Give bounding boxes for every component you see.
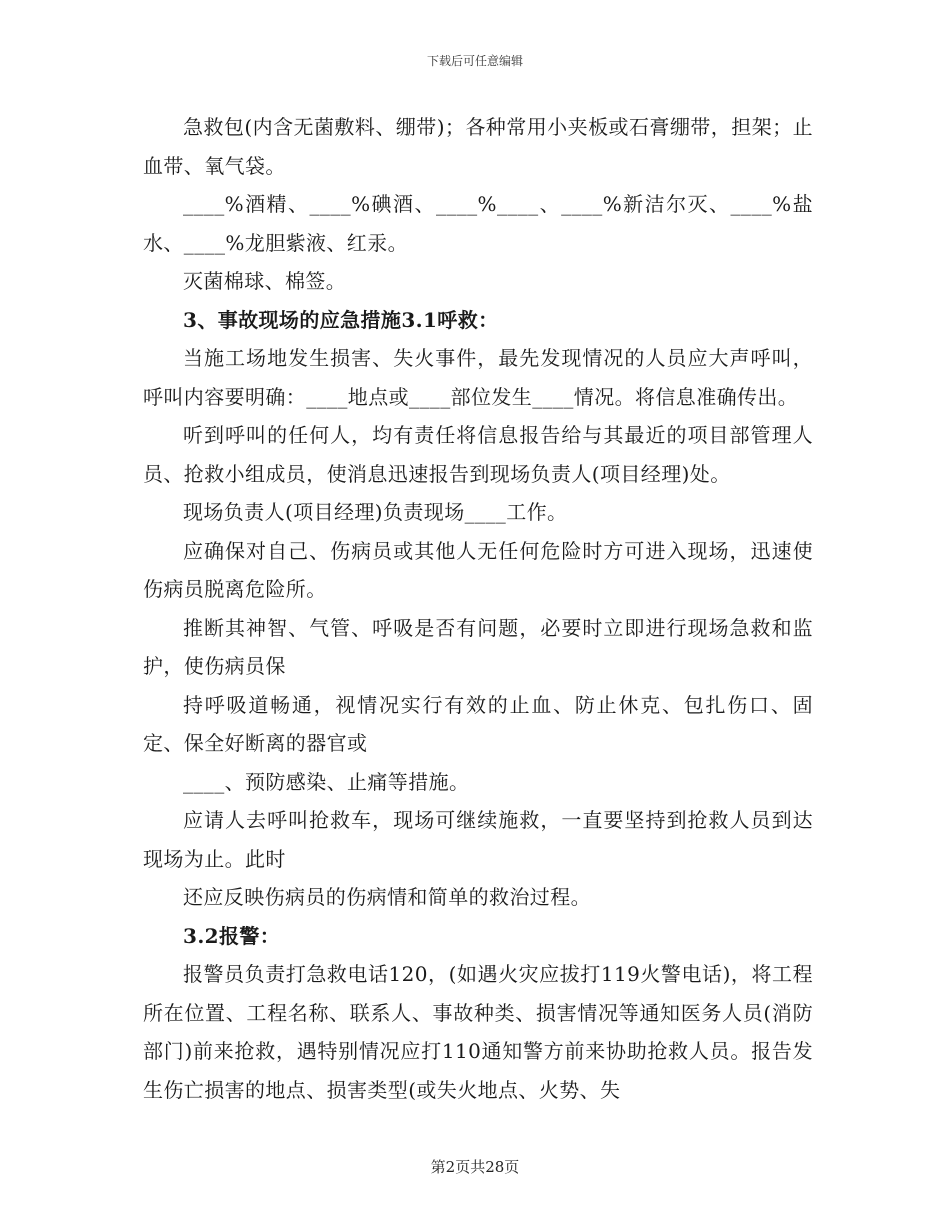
- paragraph-cotton: 灭菌棉球、棉签。: [183, 269, 347, 293]
- paragraph-ambulance: 应请人去呼叫抢救车，现场可继续施救，一直要坚持到抢救人员到达现场为止。此时: [143, 808, 813, 871]
- document-body: [143, 108, 813, 1109]
- paragraph-ensure-safety: 应确保对自己、伤病员或其他人无任何危险时方可进入现场，迅速使伤病员脱离危险所。: [143, 538, 813, 601]
- paragraph-first-aid-kit: 急救包(内含无菌敷料、绷带)；各种常用小夹板或石膏绷带，担架；止血带、氧气袋。: [143, 115, 813, 178]
- section-heading-alarm: 3.2报警：: [183, 923, 281, 948]
- paragraph-site-leader: 现场负责人(项目经理)负责现场____工作。: [183, 500, 568, 524]
- paragraph-alarm-details: 报警员负责打急救电话120，(如遇火灾应拔打119火警电话)，将工程所在位置、工程名称、联系人、事故种类、损害情况等通知医务人员(消防部门)前来抢救，遇特别情况应打110通知警方前来协助抢救人员。报告发生伤亡损害的地点、损害类型(或失火地点、火势、失: [143, 962, 813, 1102]
- paragraph-call-for-help: 当施工场地发生损害、失火事件，最先发现情况的人员应大声呼叫，呼叫内容要明确：____地点或____部位发生____情况。将信息准确传出。: [143, 346, 813, 409]
- paragraph-airway: 持呼吸道畅通，视情况实行有效的止血、防止休克、包扎伤口、固定、保全好断离的器官或: [143, 692, 813, 755]
- paragraph-prevent-infection: ____、预防感染、止痛等措施。: [183, 769, 470, 794]
- paragraph-assess: 推断其神智、气管、呼吸是否有问题，必要时立即进行现场急救和监护，使伤病员保: [143, 615, 813, 678]
- page-header: 下载后可任意编辑: [426, 54, 523, 68]
- paragraph-report-chain: 听到呼叫的任何人，均有责任将信息报告给与其最近的项目部管理人员、抢救小组成员，使消息迅速报告到现场负责人(项目经理)处。: [143, 423, 813, 486]
- paragraph-report-condition: 还应反映伤病员的伤病情和简单的救治过程。: [183, 885, 591, 909]
- page-footer: 第2页共28页: [430, 1158, 520, 1176]
- paragraph-disinfectants: ____%酒精、____%碘酒、____%____、____%新洁尔灭、____%盐水、____%龙胆紫液、红汞。: [143, 192, 813, 255]
- section-heading-emergency-measures: 3、事故现场的应急措施3.1呼救：: [183, 307, 499, 332]
